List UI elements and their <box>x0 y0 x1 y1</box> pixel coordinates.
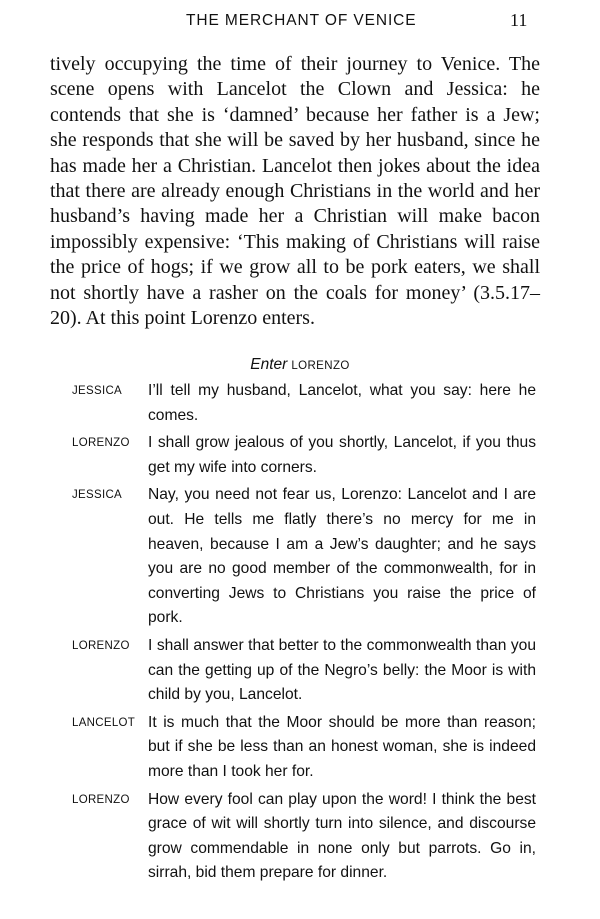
speaker-name: LORENZO <box>72 793 130 806</box>
speech-4 <box>0 634 600 708</box>
speech-text: Nay, you need not fear us, Lorenzo: Lancelot and I are out. He tells me flatly there’s no mercy for me in heaven, because I am a Jew’s daughter; and he says you are no good member of the commonwealth, for in converting Jews to Christians you raise the price of pork. <box>148 486 536 627</box>
body-paragraph: tively occupying the time of their journey to Venice. The scene opens with Lancelot the Clown and Jessica: he contends that she is ‘damned’ because her father is a Jew; she responds that she will be saved by her husband, since he has made her a Christian. Lancelot then jokes about the idea that there are already enough Christians in the world and her husband’s having made her a Christian will make bacon impossibly expensive: ‘This making of Christians will raise the price of hogs; if we grow all to be pork eaters, we shall not shortly have a rasher on the coals for money’ (3.5.17–20). At this point Lorenzo enters. <box>50 53 540 330</box>
speaker-name: LANCELOT <box>72 716 136 729</box>
stage-direction-name: LORENZO <box>291 360 350 372</box>
stage-direction-verb: Enter <box>250 356 288 373</box>
speech-text: How every fool can play upon the word! I think the best grace of wit will shortly turn into silence, and discourse grow commendable in none only but parrots. Go in, sirrah, bid them prepare for dinner. <box>148 790 536 882</box>
speech-2 <box>0 431 600 480</box>
speech-text: I’ll tell my husband, Lancelot, what you say: here he comes. <box>148 382 536 424</box>
speaker-name: JESSICA <box>72 489 123 502</box>
running-title: THE MERCHANT OF VENICE <box>186 12 417 29</box>
speaker-name: JESSICA <box>72 385 123 397</box>
speaker-name: LORENZO <box>72 437 130 450</box>
speech-text: I shall answer that better to the commonwealth than you can the getting up of the Negro’s belly: the Moor is with child by you, Lancelot. <box>148 636 536 704</box>
stage-direction <box>0 356 600 374</box>
speaker-name: LORENZO <box>72 639 130 652</box>
speech-1 <box>0 379 600 428</box>
running-header <box>0 10 600 34</box>
speech-text: It is much that the Moor should be more than reason; but if she be less than an honest woman, she is indeed more than I took her for. <box>148 713 536 780</box>
speech-3 <box>0 483 600 631</box>
speech-6 <box>0 788 600 886</box>
page-number: 11 <box>510 10 528 30</box>
speech-text: I shall grow jealous of you shortly, Lancelot, if you thus get my wife into corners. <box>148 434 536 476</box>
dialogue-excerpt <box>0 379 600 889</box>
speech-5 <box>0 711 600 785</box>
